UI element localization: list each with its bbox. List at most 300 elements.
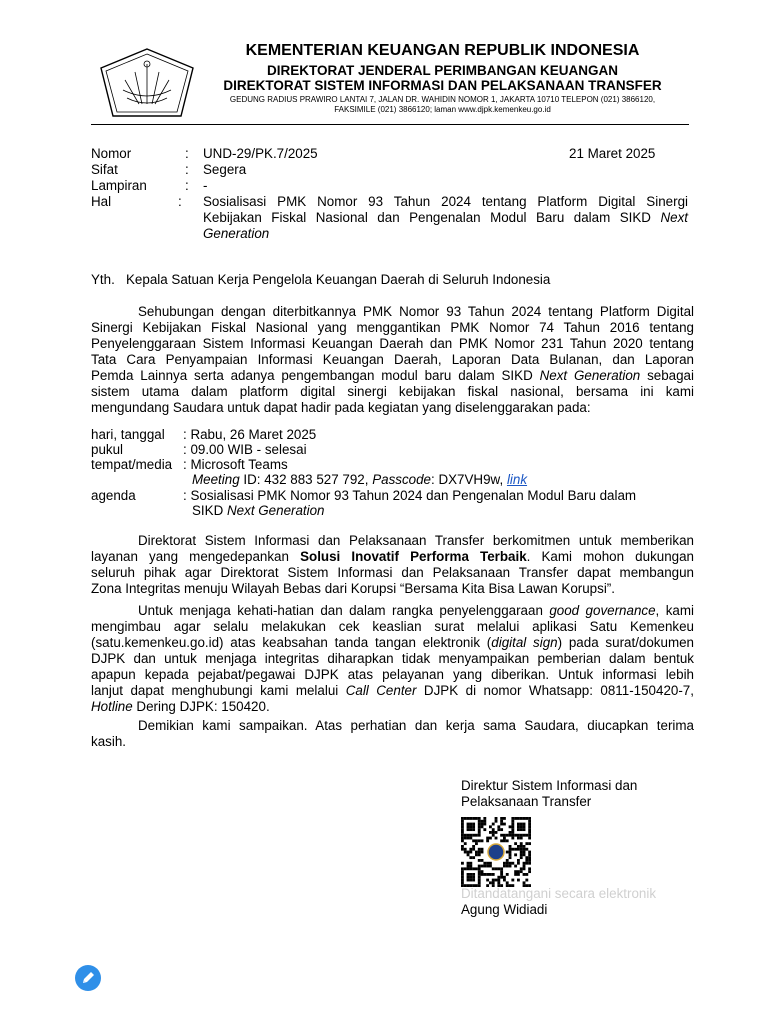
qr-module	[461, 873, 464, 876]
qr-module	[517, 848, 520, 851]
text-italic: digital sign	[491, 635, 558, 650]
qr-module	[528, 851, 531, 854]
qr-module	[517, 879, 520, 882]
address-line-1: GEDUNG RADIUS PRAWIRO LANTAI 7, JALAN DR. WAHIDIN NOMOR 1, JAKARTA 10710 TELEPON (021) 3866120,	[229, 95, 656, 104]
qr-module	[489, 881, 492, 884]
qr-module	[520, 845, 523, 848]
agenda-label: agenda	[91, 488, 136, 503]
text-line: Direktorat Sistem Informasi dan Pelaksanaan Transfer berkomitmen untuk memberikan	[138, 533, 694, 548]
qr-module	[511, 820, 514, 823]
qr-module	[478, 828, 481, 831]
signatory-title-line2: Pelaksanaan Transfer	[461, 794, 592, 809]
qr-module	[475, 851, 478, 854]
qr-module	[509, 848, 512, 851]
qr-module	[478, 820, 481, 823]
qr-module	[517, 834, 520, 837]
kemenkeu-logo	[97, 46, 197, 124]
qr-module	[500, 873, 503, 876]
qr-module	[464, 867, 467, 870]
qr-module	[523, 845, 526, 848]
address-line-2: FAKSIMILE (021) 3866120; laman www.djpk.kemenkeu.go.id	[334, 105, 551, 114]
qr-module	[517, 837, 520, 840]
qr-module	[523, 823, 526, 826]
qr-module	[467, 862, 470, 865]
qr-module	[489, 862, 492, 865]
qr-module	[481, 870, 484, 873]
qr-module	[478, 859, 481, 862]
qr-module	[503, 839, 506, 842]
qr-module	[509, 865, 512, 868]
qr-module	[509, 845, 512, 848]
qr-module	[525, 856, 528, 859]
qr-module	[523, 851, 526, 854]
qr-module	[461, 848, 464, 851]
qr-module	[481, 825, 484, 828]
text-italic: Call Center	[345, 683, 417, 698]
qr-module	[528, 853, 531, 856]
qr-module	[525, 859, 528, 862]
qr-module	[483, 823, 486, 826]
text-span: layanan yang mengedepankan	[91, 549, 289, 564]
qr-module	[511, 817, 514, 820]
qr-module	[511, 834, 514, 837]
qr-module	[469, 823, 472, 826]
qr-module	[481, 823, 484, 826]
qr-module	[523, 828, 526, 831]
qr-module	[500, 839, 503, 842]
qr-module	[475, 867, 478, 870]
qr-module	[478, 881, 481, 884]
qr-module	[528, 831, 531, 834]
text-line: Demikian kami sampaikan. Atas perhatian dan kerja sama Saudara, diucapkan terima	[138, 718, 694, 733]
qr-module	[520, 856, 523, 859]
qr-module	[469, 879, 472, 882]
qr-module	[528, 820, 531, 823]
text-line: sistem utama dalam platform digital sinergi kebijakan fiskal nasional, bersama ini kami	[91, 384, 694, 399]
qr-module	[461, 870, 464, 873]
text-italic: Next Generation	[539, 368, 641, 383]
qr-module	[492, 867, 495, 870]
text-span: sebagai	[647, 368, 694, 383]
qr-module	[478, 834, 481, 837]
qr-module	[478, 831, 481, 834]
qr-module	[511, 831, 514, 834]
qr-module	[500, 834, 503, 837]
qr-module	[520, 834, 523, 837]
qr-module	[486, 839, 489, 842]
qr-module	[517, 873, 520, 876]
qr-module	[481, 820, 484, 823]
qr-module	[509, 831, 512, 834]
sifat-label: Sifat	[91, 162, 118, 177]
passcode-label: Passcode	[372, 472, 432, 487]
qr-module	[514, 834, 517, 837]
qr-module	[489, 831, 492, 834]
qr-module	[523, 865, 526, 868]
qr-module	[520, 842, 523, 845]
qr-module	[461, 825, 464, 828]
qr-module	[461, 834, 464, 837]
qr-module	[475, 834, 478, 837]
hal-italic: Generation	[203, 226, 270, 241]
sifat-value: Segera	[203, 162, 247, 177]
pen-icon	[75, 965, 101, 991]
qr-module	[472, 879, 475, 882]
qr-module	[467, 828, 470, 831]
qr-module	[461, 845, 464, 848]
qr-module	[483, 865, 486, 868]
qr-module	[509, 851, 512, 854]
qr-module	[467, 879, 470, 882]
qr-module	[461, 881, 464, 884]
qr-module	[511, 825, 514, 828]
qr-module	[528, 859, 531, 862]
qr-module	[503, 879, 506, 882]
qr-module	[506, 873, 509, 876]
qr-code	[461, 817, 531, 887]
qr-module	[514, 873, 517, 876]
qr-module	[461, 820, 464, 823]
qr-module	[495, 831, 498, 834]
qr-module	[492, 873, 495, 876]
qr-module	[525, 848, 528, 851]
qr-module	[483, 828, 486, 831]
event-time-label: pukul	[91, 442, 124, 457]
qr-module	[467, 873, 470, 876]
qr-module	[497, 828, 500, 831]
qr-module	[478, 879, 481, 882]
qr-module	[495, 867, 498, 870]
text-span: SIKD	[192, 503, 224, 518]
qr-module	[517, 817, 520, 820]
qr-module	[469, 862, 472, 865]
qr-module	[469, 865, 472, 868]
qr-module	[478, 825, 481, 828]
qr-module	[483, 873, 486, 876]
qr-module	[469, 856, 472, 859]
qr-module	[472, 828, 475, 831]
qr-module	[469, 876, 472, 879]
text-line: mengundang Saudara untuk dapat hadir pada kegiatan yang diselenggarakan pada:	[91, 400, 591, 415]
qr-module	[500, 867, 503, 870]
qr-module	[520, 823, 523, 826]
qr-module	[525, 873, 528, 876]
qr-module	[506, 881, 509, 884]
qr-module	[520, 848, 523, 851]
qr-module	[520, 853, 523, 856]
paragraph-commitment	[91, 533, 694, 597]
nomor-label: Nomor	[91, 146, 132, 161]
lampiran-value: -	[203, 178, 208, 193]
qr-module	[517, 823, 520, 826]
qr-module	[497, 881, 500, 884]
qr-module	[486, 837, 489, 840]
qr-module	[483, 820, 486, 823]
qr-module	[506, 839, 509, 842]
paragraph-intro	[91, 304, 694, 416]
ministry-name: KEMENTERIAN KEUANGAN REPUBLIK INDONESIA	[245, 42, 640, 59]
text-span: DJPK di nomor Whatsapp: 0811-150420-7,	[423, 683, 694, 698]
hal-value	[203, 194, 688, 242]
qr-module	[464, 837, 467, 840]
text-span: ) pada surat/dokumen	[557, 635, 694, 650]
qr-module	[517, 862, 520, 865]
qr-module	[509, 862, 512, 865]
qr-module	[467, 865, 470, 868]
nomor-value: UND-29/PK.7/2025	[203, 146, 318, 161]
qr-module	[469, 867, 472, 870]
qr-module	[523, 873, 526, 876]
signatory-title-line1: Direktur Sistem Informasi dan	[461, 778, 638, 793]
qr-module	[514, 817, 517, 820]
qr-module	[489, 873, 492, 876]
qr-module	[523, 817, 526, 820]
qr-module	[478, 848, 481, 851]
qr-module	[464, 834, 467, 837]
qr-module	[514, 870, 517, 873]
qr-module	[478, 870, 481, 873]
text-italic: Next Generation	[227, 503, 325, 518]
qr-module	[475, 853, 478, 856]
colon: :	[185, 178, 189, 193]
qr-module	[503, 817, 506, 820]
qr-module	[525, 879, 528, 882]
qr-module	[467, 837, 470, 840]
qr-module	[478, 817, 481, 820]
qr-module	[503, 837, 506, 840]
qr-module	[489, 825, 492, 828]
qr-module	[469, 837, 472, 840]
qr-module	[486, 862, 489, 865]
qr-module	[523, 853, 526, 856]
qr-module	[528, 823, 531, 826]
qr-module	[467, 853, 470, 856]
qr-module	[503, 876, 506, 879]
qr-module	[467, 876, 470, 879]
qr-module	[467, 825, 470, 828]
qr-module	[486, 879, 489, 882]
qr-module	[467, 851, 470, 854]
colon: :	[178, 194, 182, 209]
qr-module	[461, 823, 464, 826]
event-place-label: tempat/media	[91, 457, 173, 472]
qr-module	[523, 834, 526, 837]
qr-module	[511, 848, 514, 851]
agenda-value: : Sosialisasi PMK Nomor 93 Tahun 2024 dan Pengenalan Modul Baru dalam	[183, 488, 637, 503]
meeting-id: ID: 432 883 527 792,	[243, 472, 369, 487]
qr-module	[481, 839, 484, 842]
qr-module	[517, 859, 520, 862]
qr-module	[472, 856, 475, 859]
event-place-value: : Microsoft Teams	[183, 457, 288, 472]
qr-module	[469, 834, 472, 837]
qr-module	[492, 823, 495, 826]
qr-module	[478, 853, 481, 856]
letter-date: 21 Maret 2025	[569, 146, 656, 161]
text-line: Sinergi Kebijakan Fiskal Nasional yang menggantikan PMK Nomor 74 Tahun 2016 tentang	[91, 320, 694, 335]
qr-module	[492, 881, 495, 884]
qr-module	[500, 817, 503, 820]
event-date-value: : Rabu, 26 Maret 2025	[183, 427, 317, 442]
text-line: Tata Cara Penyampaian Informasi Keuangan Daerah, Laporan Data Bulanan, dan Laporan	[91, 352, 694, 367]
qr-module	[514, 865, 517, 868]
event-date-label: hari, tanggal	[91, 427, 165, 442]
qr-module	[469, 873, 472, 876]
qr-module	[509, 856, 512, 859]
qr-module	[464, 842, 467, 845]
qr-module	[509, 853, 512, 856]
qr-module	[528, 842, 531, 845]
qr-module	[523, 862, 526, 865]
text-span: Untuk menjaga kehati-hatian dan dalam rangka penyelenggaraan	[138, 603, 543, 618]
hal-line: Kebijakan Fiskal Nasional dan Pengenalan Modul Baru dalam SIKD	[203, 210, 651, 225]
qr-module	[523, 825, 526, 828]
qr-module	[478, 876, 481, 879]
qr-module	[514, 848, 517, 851]
letterhead-divider	[91, 124, 689, 125]
qr-module	[472, 834, 475, 837]
signatory-name: Agung Widiadi	[461, 902, 548, 917]
qr-module	[523, 867, 526, 870]
colon: :	[185, 146, 189, 161]
qr-module	[520, 825, 523, 828]
hal-italic: Next	[660, 210, 688, 225]
qr-module	[497, 825, 500, 828]
text-span: lanjut dapat menghubungi kami melalui	[91, 683, 339, 698]
qr-module	[467, 817, 470, 820]
qr-module	[472, 823, 475, 826]
qr-module	[528, 825, 531, 828]
qr-module	[509, 825, 512, 828]
recipient-prefix: Yth.	[91, 272, 115, 287]
qr-module	[523, 848, 526, 851]
qr-module	[528, 837, 531, 840]
qr-module	[467, 834, 470, 837]
qr-module	[486, 865, 489, 868]
qr-module	[464, 848, 467, 851]
text-line: Penyelenggaraan Sistem Informasi Keuangan Daerah dan PMK Nomor 231 Tahun 2020 tentang	[91, 336, 694, 351]
qr-module	[489, 837, 492, 840]
qr-module	[472, 845, 475, 848]
qr-module	[525, 817, 528, 820]
text-span: (satu.kemenkeu.go.id) atas keabsahan tanda tangan elektronik (	[91, 635, 492, 650]
qr-module	[528, 856, 531, 859]
hal-label: Hal	[91, 194, 112, 209]
text-italic: Hotline	[91, 699, 133, 714]
qr-module	[503, 862, 506, 865]
event-time-value: : 09.00 WIB - selesai	[183, 442, 307, 457]
qr-module	[500, 823, 503, 826]
qr-module	[525, 862, 528, 865]
qr-module	[497, 876, 500, 879]
qr-module	[469, 825, 472, 828]
hal-line: Sosialisasi PMK Nomor 93 Tahun 2024 tentang Platform Digital Sinergi	[203, 194, 688, 209]
qr-module	[511, 837, 514, 840]
edit-icon[interactable]	[75, 965, 101, 991]
qr-module	[481, 859, 484, 862]
qr-module	[509, 834, 512, 837]
colon: :	[185, 162, 189, 177]
qr-module	[472, 873, 475, 876]
meeting-details	[192, 472, 527, 488]
directorate-name: DIREKTORAT SISTEM INFORMASI DAN PELAKSANAAN TRANSFER	[223, 78, 662, 93]
qr-module	[514, 853, 517, 856]
text-span: Dering DJPK: 150420.	[136, 699, 270, 714]
qr-module	[472, 867, 475, 870]
text-line: Sehubungan dengan diterbitkannya PMK Nomor 93 Tahun 2024 tentang Platform Digital	[138, 304, 694, 319]
qr-module	[475, 842, 478, 845]
qr-module	[497, 867, 500, 870]
qr-module	[461, 817, 464, 820]
qr-module	[506, 862, 509, 865]
qr-module	[461, 862, 464, 865]
directorate-general-name: DIREKTORAT JENDERAL PERIMBANGAN KEUANGAN	[266, 63, 619, 78]
agenda-value-line2	[192, 503, 325, 519]
qr-module	[481, 865, 484, 868]
esign-note: Ditandatangani secara elektronik	[461, 886, 657, 901]
qr-module	[489, 865, 492, 868]
qr-module	[478, 851, 481, 854]
qr-module	[464, 817, 467, 820]
qr-module	[511, 879, 514, 882]
qr-module	[469, 828, 472, 831]
qr-module	[506, 859, 509, 862]
qr-module	[472, 876, 475, 879]
qr-module	[478, 873, 481, 876]
qr-module	[495, 820, 498, 823]
qr-module	[503, 823, 506, 826]
text-line: seluruh pihak agar Direktorat Sistem Informasi dan Pelaksanaan Transfer dapat membangun	[91, 565, 694, 580]
qr-module	[472, 839, 475, 842]
qr-module	[464, 851, 467, 854]
text-line: apapun kepada pejabat/pegawai DJPK atas pelayanan yang diberikan. Untuk informasi lebih	[91, 667, 694, 682]
qr-module	[500, 870, 503, 873]
meeting-link[interactable]: link	[506, 472, 528, 487]
qr-module	[467, 823, 470, 826]
qr-module	[472, 825, 475, 828]
qr-module	[506, 834, 509, 837]
qr-module	[492, 879, 495, 882]
qr-module	[528, 834, 531, 837]
qr-logo-badge	[488, 844, 504, 860]
qr-module	[520, 817, 523, 820]
lampiran-label: Lampiran	[91, 178, 147, 193]
qr-module	[472, 817, 475, 820]
qr-module	[492, 828, 495, 831]
qr-module	[495, 879, 498, 882]
text-span: , kami	[655, 603, 694, 618]
qr-module	[506, 865, 509, 868]
qr-module	[520, 867, 523, 870]
qr-module	[481, 873, 484, 876]
qr-module	[475, 839, 478, 842]
qr-module	[500, 820, 503, 823]
qr-module	[511, 862, 514, 865]
qr-module	[467, 867, 470, 870]
qr-module	[492, 834, 495, 837]
qr-module	[517, 845, 520, 848]
qr-module	[461, 837, 464, 840]
qr-module	[528, 817, 531, 820]
paragraph-closing	[91, 718, 694, 750]
qr-module	[525, 842, 528, 845]
qr-module	[520, 870, 523, 873]
qr-module	[517, 828, 520, 831]
qr-module	[528, 870, 531, 873]
qr-module	[503, 865, 506, 868]
qr-module	[528, 862, 531, 865]
qr-module	[517, 870, 520, 873]
